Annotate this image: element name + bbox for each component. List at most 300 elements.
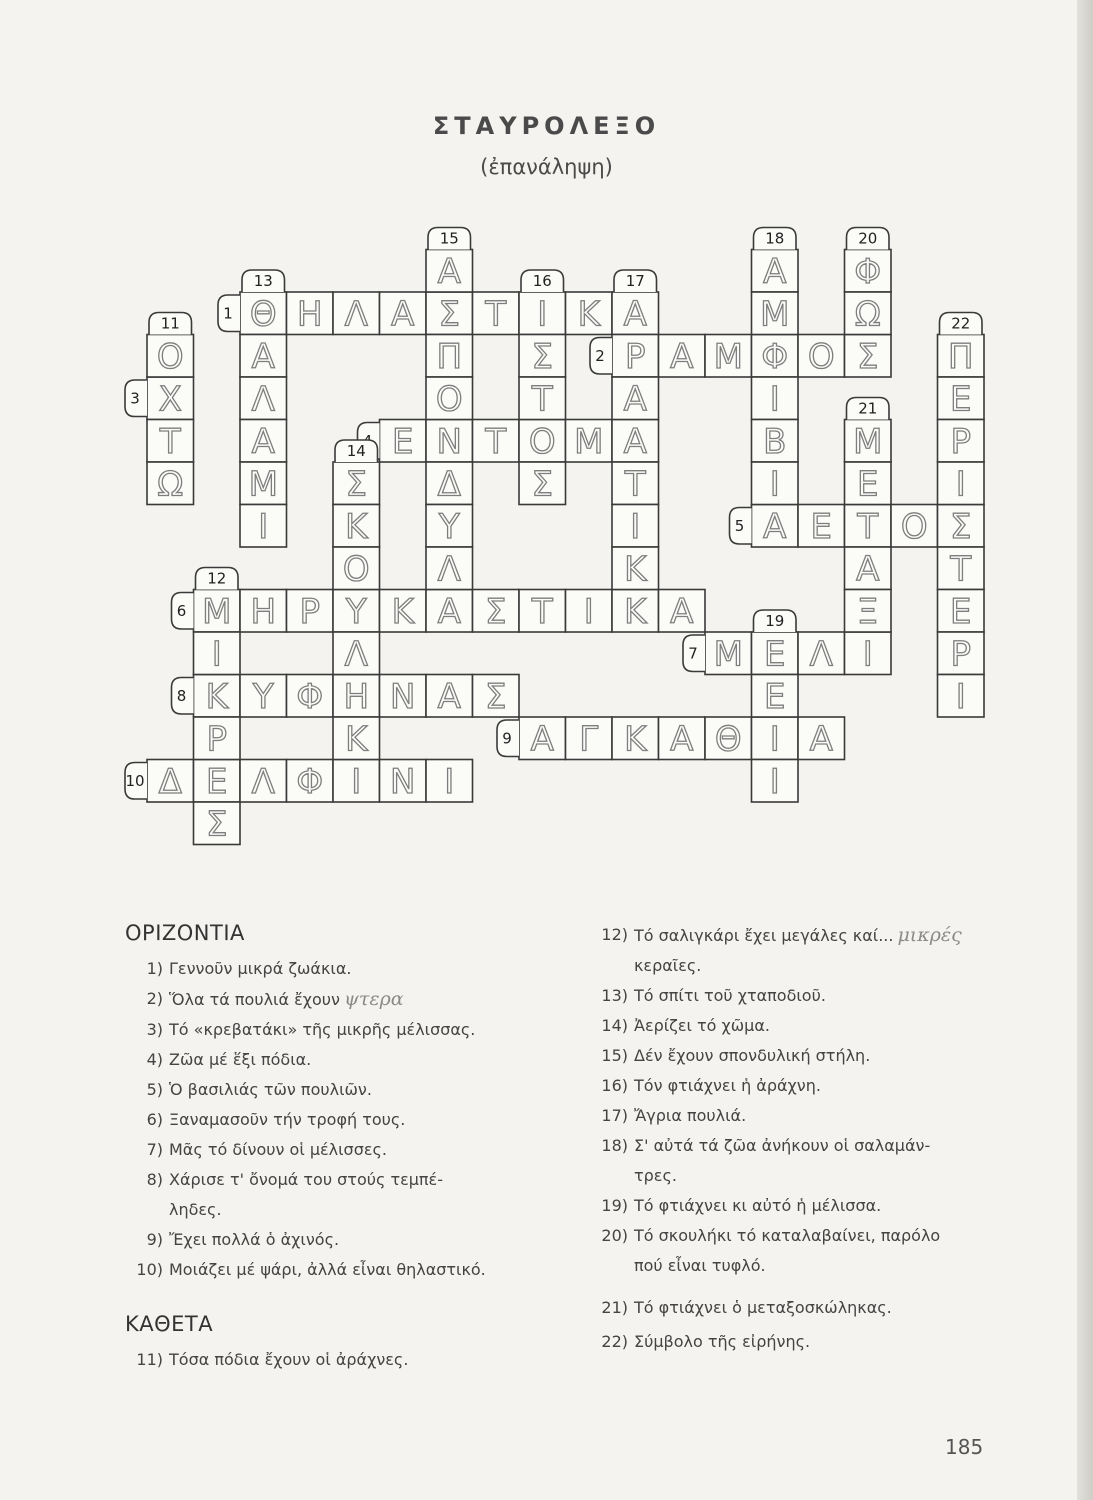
grid-cell <box>426 547 473 590</box>
grid-letter: Τ <box>857 506 879 547</box>
grid-letter: Α <box>623 294 647 335</box>
grid-cell <box>287 760 334 803</box>
grid-letter: Σ <box>485 591 507 632</box>
clue-down-19: 19) Τό φτιάχνει κι αὐτό ἡ μέλισσα. <box>601 1196 882 1215</box>
grid-cell <box>240 377 287 420</box>
grid-cell <box>938 675 985 718</box>
grid-letter: Φ <box>854 251 882 292</box>
grid-letter: Α <box>251 336 275 377</box>
clue-across-5: 5) Ὁ βασιλιάς τῶν πουλιῶν. <box>146 1080 372 1099</box>
clue-across-1: 1) Γεννοῦν μικρά ζωάκια. <box>146 959 352 978</box>
clue-across-6: 6) Ξαναμασοῦν τήν τροφή τους. <box>146 1110 406 1129</box>
grid-cell <box>380 420 427 463</box>
grid-cell <box>194 760 241 803</box>
grid-cell <box>194 802 241 845</box>
grid-cell <box>845 462 892 505</box>
grid-cell <box>287 292 334 335</box>
clue-number-label: 20 <box>858 229 878 248</box>
clue-number-8 <box>172 678 194 715</box>
grid-letter: Ι <box>211 634 222 675</box>
grid-letter: Ε <box>392 421 414 462</box>
grid-letter: Α <box>670 336 694 377</box>
grid-cell <box>752 505 799 548</box>
clue-number-label: 19 <box>765 612 785 630</box>
grid-cell <box>519 292 566 335</box>
grid-letter: Μ <box>760 294 790 335</box>
grid-letter: Γ <box>579 719 599 760</box>
grid-letter: Χ <box>158 379 182 420</box>
grid-cell <box>426 292 473 335</box>
clue-number-label: 3 <box>130 389 140 408</box>
grid-cell <box>566 292 613 335</box>
grid-cell <box>752 760 799 803</box>
down-heading: ΚΑΘΕΤΑ <box>125 1312 214 1336</box>
grid-cell <box>240 335 287 378</box>
grid-letter: Η <box>250 591 277 632</box>
clue-number-label: 7 <box>688 644 698 663</box>
grid-letter: Ι <box>444 761 455 802</box>
grid-cell <box>333 632 380 675</box>
grid-letter: Τ <box>485 421 507 462</box>
grid-letter: Τ <box>485 294 507 335</box>
grid-cell <box>612 590 659 633</box>
clue-number-label: 1 <box>223 304 233 323</box>
handwritten-answer: ψτερα <box>343 988 404 1010</box>
grid-cell <box>194 590 241 633</box>
grid-cell <box>426 505 473 548</box>
clue-number-7 <box>683 635 705 672</box>
clue-across-4: 4) Ζῶα μέ ἕξι πόδια. <box>146 1050 312 1069</box>
clue-down-18: 18) Σ' αὐτά τά ζῶα ἀνήκουν οἱ σαλαμάν- τρες. <box>601 1136 931 1185</box>
grid-cell <box>845 292 892 335</box>
grid-cell <box>938 335 985 378</box>
grid-cell <box>473 675 520 718</box>
grid-letter: Σ <box>345 464 367 505</box>
grid-letter: Κ <box>577 294 600 335</box>
grid-letter: Υ <box>252 676 274 717</box>
clue-number-21 <box>847 398 890 420</box>
grid-cell <box>473 292 520 335</box>
grid-letter: Σ <box>857 336 879 377</box>
grid-letter: Κ <box>624 549 647 590</box>
grid-cell <box>240 590 287 633</box>
grid-letter: Β <box>763 421 787 462</box>
grid-cell <box>333 760 380 803</box>
grid-cell <box>519 377 566 420</box>
clue-number-12 <box>196 568 239 590</box>
grid-letter: Θ <box>714 719 742 760</box>
grid-cell <box>659 590 706 633</box>
grid-cell <box>426 250 473 293</box>
clue-number-15 <box>428 228 471 250</box>
grid-cell <box>240 675 287 718</box>
grid-cell <box>333 462 380 505</box>
grid-letter: Ι <box>769 761 780 802</box>
grid-letter: Μ <box>853 421 883 462</box>
grid-letter: Ο <box>900 506 928 547</box>
grid-cell <box>333 292 380 335</box>
clue-down-14: 14) Ἀερίζει τό χῶμα. <box>601 1016 770 1035</box>
grid-cell <box>519 590 566 633</box>
grid-letter: Ρ <box>950 421 972 462</box>
grid-cell <box>380 292 427 335</box>
grid-cell <box>333 505 380 548</box>
handwritten-answer: μικρές <box>897 924 962 946</box>
grid-letter: Ι <box>351 761 362 802</box>
clue-number-16 <box>521 270 564 292</box>
clue-across-7: 7) Μᾶς τό δίνουν οἱ μέλισσες. <box>146 1140 387 1159</box>
clue-across-3: 3) Τό «κρεβατάκι» τῆς μικρῆς μέλισσας. <box>146 1020 476 1039</box>
grid-letter: Λ <box>344 634 368 675</box>
clue-number-5 <box>730 508 752 545</box>
grid-cell <box>845 420 892 463</box>
grid-cell <box>612 335 659 378</box>
clue-number-19 <box>754 610 797 632</box>
clue-down-21: 21) Τό φτιάχνει ὁ μεταξοσκώληκας. <box>601 1298 892 1317</box>
grid-cell <box>426 590 473 633</box>
grid-letter: Ε <box>764 676 786 717</box>
grid-letter: Μ <box>574 421 604 462</box>
grid-cell <box>287 590 334 633</box>
grid-letter: Ι <box>630 506 641 547</box>
grid-cell <box>891 505 938 548</box>
grid-cell <box>845 335 892 378</box>
grid-cell <box>845 590 892 633</box>
grid-cell <box>752 377 799 420</box>
grid-cell <box>240 462 287 505</box>
grid-letter: Α <box>437 676 461 717</box>
grid-cell <box>752 717 799 760</box>
grid-letter: Α <box>856 549 880 590</box>
grid-letter: Α <box>670 719 694 760</box>
grid-letter: Ω <box>854 294 881 335</box>
clues-right-column <box>590 920 990 1357</box>
grid-letter: Ι <box>583 591 594 632</box>
grid-letter: Φ <box>296 676 324 717</box>
grid-letter: Σ <box>950 506 972 547</box>
clue-across-2: 2) Ὅλα τά πουλιά ἔχουν ψτερα <box>146 988 404 1010</box>
clue-number-6 <box>172 593 194 630</box>
clue-number-9 <box>497 720 519 757</box>
grid-letter: Κ <box>345 719 368 760</box>
grid-letter: Ω <box>157 464 184 505</box>
grid-letter: Ο <box>342 549 370 590</box>
grid-cell <box>147 760 194 803</box>
grid-letter: Σ <box>438 294 460 335</box>
clue-number-label: 18 <box>765 229 785 248</box>
clue-down-20: 20) Τό σκουλήκι τό καταλαβαίνει, παρόλο πού εἶναι τυφλό. <box>601 1226 941 1275</box>
grid-letter: Ε <box>950 379 972 420</box>
grid-cell <box>473 590 520 633</box>
grid-cell <box>938 632 985 675</box>
grid-letter: Λ <box>809 634 833 675</box>
clue-number-label: 22 <box>951 314 971 333</box>
grid-letter: Λ <box>344 294 368 335</box>
grid-letter: Π <box>436 336 463 377</box>
grid-letter: Κ <box>205 676 228 717</box>
grid-cell <box>845 505 892 548</box>
clue-across-8: 8) Χάρισε τ' ὄνομά του στούς τεμπέ- ληδες. <box>146 1170 443 1219</box>
clue-number-3 <box>125 380 147 417</box>
page-number: 185 <box>945 1435 984 1459</box>
grid-letter: Θ <box>249 294 277 335</box>
grid-letter: Σ <box>531 464 553 505</box>
clue-number-22 <box>940 313 983 335</box>
grid-cell <box>426 420 473 463</box>
grid-cell <box>752 420 799 463</box>
grid-letter: Α <box>763 506 787 547</box>
grid-cell <box>845 547 892 590</box>
clue-down-16: 16) Τόν φτιάχνει ἡ ἀράχνη. <box>601 1076 821 1095</box>
grid-cell <box>519 462 566 505</box>
grid-letter: Ο <box>156 336 184 377</box>
clue-number-20 <box>847 228 890 250</box>
grid-letter: Μ <box>713 336 743 377</box>
grid-cell <box>426 675 473 718</box>
clue-number-label: 5 <box>734 516 745 535</box>
grid-cell <box>752 335 799 378</box>
grid-letter: Φ <box>296 761 324 802</box>
grid-letter: Δ <box>437 464 461 505</box>
grid-letter: Μ <box>202 591 232 632</box>
grid-letter: Τ <box>950 549 972 590</box>
grid-letter: Υ <box>438 506 460 547</box>
grid-letter: Τ <box>531 591 553 632</box>
grid-letter: Υ <box>345 591 367 632</box>
grid-letter: Ε <box>764 634 786 675</box>
grid-letter: Ρ <box>624 336 646 377</box>
clues-left-column <box>125 918 565 1375</box>
grid-cell <box>612 717 659 760</box>
grid-cell <box>426 462 473 505</box>
grid-cell <box>566 420 613 463</box>
grid-letter: Ι <box>769 719 780 760</box>
clue-number-11 <box>149 313 192 335</box>
grid-cell <box>845 250 892 293</box>
grid-cell <box>612 505 659 548</box>
clue-number-13 <box>242 270 285 292</box>
grid-cell <box>287 675 334 718</box>
grid-cell <box>938 462 985 505</box>
grid-letter: Λ <box>251 761 275 802</box>
grid-cell <box>333 675 380 718</box>
clue-number-label: 9 <box>502 729 512 748</box>
clue-number-label: 8 <box>176 686 187 705</box>
grid-letter: Α <box>437 591 461 632</box>
grid-letter: Τ <box>624 464 646 505</box>
grid-letter: Ι <box>862 634 873 675</box>
clue-number-14 <box>335 440 378 462</box>
clue-number-label: 15 <box>439 229 459 248</box>
grid-cell <box>659 717 706 760</box>
clue-number-label: 6 <box>176 601 187 620</box>
grid-letter: Τ <box>531 379 553 420</box>
grid-cell <box>426 377 473 420</box>
clue-number-17 <box>614 270 657 292</box>
page-title: ΣΤΑΥΡΟΛΕΞΟ <box>432 112 661 140</box>
grid-cell <box>519 717 566 760</box>
grid-cell <box>380 675 427 718</box>
grid-cell <box>752 462 799 505</box>
clue-down-22: 22) Σύμβολο τῆς εἰρήνης. <box>601 1332 811 1351</box>
grid-cell <box>752 292 799 335</box>
grid-letter: Σ <box>206 804 228 845</box>
grid-cell <box>752 675 799 718</box>
clue-number-label: 12 <box>207 569 227 588</box>
grid-cell <box>147 462 194 505</box>
grid-cell <box>333 547 380 590</box>
grid-letter: Κ <box>391 591 414 632</box>
grid-cell <box>798 505 845 548</box>
grid-letter: Ν <box>436 421 462 462</box>
clue-number-label: 17 <box>625 272 645 290</box>
grid-letter: Ε <box>810 506 832 547</box>
grid-letter: Ρ <box>206 719 228 760</box>
grid-letter: Α <box>763 251 787 292</box>
grid-letter: Κ <box>345 506 368 547</box>
clue-number-1 <box>218 295 240 332</box>
grid-cell <box>240 505 287 548</box>
grid-letter: Ρ <box>950 634 972 675</box>
grid-cell <box>519 420 566 463</box>
grid-letter: Ο <box>807 336 835 377</box>
grid-cell <box>798 632 845 675</box>
grid-cell <box>333 590 380 633</box>
clue-number-label: 16 <box>532 272 552 290</box>
grid-cell <box>519 335 566 378</box>
grid-letter: Ι <box>955 464 966 505</box>
grid-letter: Μ <box>248 464 278 505</box>
grid-letter: Α <box>809 719 833 760</box>
grid-letter: Η <box>343 676 370 717</box>
clue-across-10: 10) Μοιάζει μέ ψάρι, ἀλλά εἶναι θηλαστικό. <box>136 1260 486 1279</box>
clue-down-12: 12) Τό σαλιγκάρι ἔχει μεγάλες καί... μικρές κεραῖες. <box>601 924 962 975</box>
grid-cell <box>147 377 194 420</box>
grid-letter: Ε <box>950 591 972 632</box>
grid-cell <box>426 335 473 378</box>
grid-cell <box>147 335 194 378</box>
grid-cell <box>566 717 613 760</box>
grid-cell <box>938 547 985 590</box>
grid-letter: Α <box>437 251 461 292</box>
grid-letter: Ο <box>528 421 556 462</box>
grid-letter: Ν <box>390 761 416 802</box>
grid-cell <box>705 717 752 760</box>
grid-letter: Φ <box>761 336 789 377</box>
grid-cell <box>612 292 659 335</box>
grid-letter: Ε <box>206 761 228 802</box>
grid-letter: Ν <box>390 676 416 717</box>
grid-letter: Α <box>391 294 415 335</box>
grid-letter: Ξ <box>857 591 879 632</box>
clue-number-label: 21 <box>858 399 878 418</box>
clue-down-11: 11) Τόσα πόδια ἔχουν οἱ ἀράχνες. <box>136 1350 409 1369</box>
grid-cell <box>938 590 985 633</box>
grid-cell <box>426 760 473 803</box>
grid-letter: Π <box>947 336 974 377</box>
grid-letter: Κ <box>624 719 647 760</box>
clue-number-18 <box>754 228 797 250</box>
grid-letter: Ο <box>435 379 463 420</box>
grid-letter: Λ <box>437 549 461 590</box>
clue-number-label: 13 <box>253 272 273 290</box>
grid-letter: Τ <box>159 421 181 462</box>
grid-letter: Α <box>623 379 647 420</box>
clue-number-label: 11 <box>160 314 180 333</box>
grid-cell <box>194 717 241 760</box>
grid-cell <box>938 377 985 420</box>
grid-cell <box>798 335 845 378</box>
grid-letter: Λ <box>251 379 275 420</box>
grid-letter: Ε <box>857 464 879 505</box>
across-heading: ΟΡΙΖΟΝΤΙΑ <box>125 921 245 945</box>
grid-letter: Μ <box>713 634 743 675</box>
page-subtitle: (ἐπανάληψη) <box>480 155 613 179</box>
grid-cell <box>194 632 241 675</box>
grid-cell <box>240 760 287 803</box>
clue-number-label: 2 <box>595 346 605 365</box>
grid-cell <box>938 420 985 463</box>
grid-cell <box>938 505 985 548</box>
grid-letter: Σ <box>531 336 553 377</box>
grid-cell <box>752 250 799 293</box>
grid-cell <box>240 292 287 335</box>
grid-cell <box>612 420 659 463</box>
grid-cell <box>147 420 194 463</box>
grid-cell <box>473 420 520 463</box>
grid-cell <box>194 675 241 718</box>
grid-cell <box>798 717 845 760</box>
grid-cell <box>659 335 706 378</box>
grid-cell <box>612 377 659 420</box>
clue-across-9: 9) Ἔχει πολλά ὁ ἀχινός. <box>146 1230 340 1249</box>
grid-letter: Σ <box>485 676 507 717</box>
grid-letter: Ι <box>955 676 966 717</box>
grid-letter: Ι <box>258 506 269 547</box>
grid-letter: Ι <box>769 464 780 505</box>
clue-number-2 <box>590 338 612 375</box>
grid-letter: Ι <box>769 379 780 420</box>
grid-letter: Δ <box>158 761 182 802</box>
grid-letter: Α <box>251 421 275 462</box>
grid-letter: Α <box>623 421 647 462</box>
grid-letter: Α <box>670 591 694 632</box>
grid-cell <box>612 547 659 590</box>
clue-number-10 <box>125 763 147 800</box>
grid-cell <box>240 420 287 463</box>
clue-down-17: 17) Ἄγρια πουλιά. <box>601 1106 747 1125</box>
clue-number-label: 14 <box>346 442 366 460</box>
grid-cell <box>612 462 659 505</box>
grid-cell <box>845 632 892 675</box>
grid-cell <box>705 632 752 675</box>
grid-cell <box>380 590 427 633</box>
grid-cell <box>752 632 799 675</box>
grid-cell <box>333 717 380 760</box>
grid-letter: Ι <box>537 294 548 335</box>
grid-cell <box>705 335 752 378</box>
clue-down-15: 15) Δέν ἔχουν σπονδυλική στήλη. <box>601 1046 871 1065</box>
clue-down-13: 13) Τό σπίτι τοῦ χταποδιοῦ. <box>601 986 826 1005</box>
grid-letter: Κ <box>624 591 647 632</box>
clue-number-label: 10 <box>125 771 145 790</box>
grid-cells <box>147 250 984 845</box>
grid-cell <box>380 760 427 803</box>
grid-cell <box>566 590 613 633</box>
grid-letter: Η <box>296 294 323 335</box>
grid-letter: Ρ <box>299 591 321 632</box>
grid-letter: Α <box>530 719 554 760</box>
